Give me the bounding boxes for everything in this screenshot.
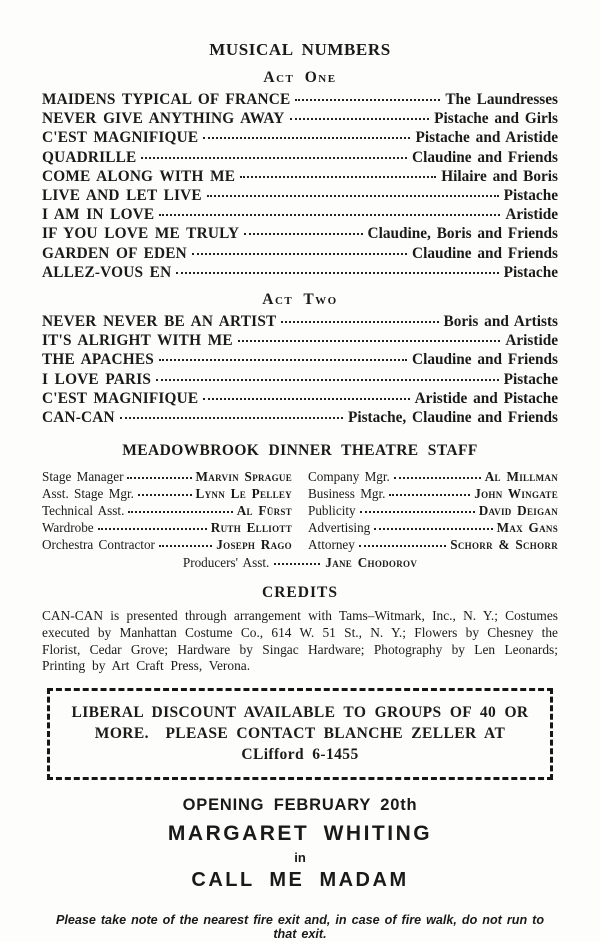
conjunction-in: in [294,850,306,866]
song-row [42,408,558,427]
staff-centered-row [42,554,558,571]
staff-row [308,485,558,502]
song-performers: Claudine, Boris and Friends [367,225,558,243]
dotted-leader [240,176,436,178]
song-performers: Pistache [503,187,558,205]
dotted-leader [360,511,475,513]
staff-role: Advertising [308,520,371,536]
act-one-song-list [42,90,558,282]
song-performers: Aristide [505,332,558,350]
staff-role: Stage Manager [42,469,124,485]
song-row [42,331,558,350]
act-two-section [42,291,558,427]
song-title: C'EST MAGNIFIQUE [42,129,199,147]
staff-row [42,536,292,553]
song-row [42,350,558,369]
song-title: NEVER GIVE ANYTHING AWAY [42,110,285,128]
dotted-leader [156,379,498,381]
song-title: COME ALONG WITH ME [42,167,236,185]
staff-name: John Wingate [474,486,558,502]
act-one-heading: Act One [263,69,337,86]
staff-name: Jane Chodorov [325,555,418,571]
staff-right-column [308,468,558,553]
song-title: ALLEZ-VOUS EN [42,263,172,281]
staff-name: Joseph Rago [216,537,292,553]
dotted-leader [176,272,498,274]
staff-name: Max Gans [496,520,558,536]
discount-phone: CLifford 6-1455 [241,746,359,764]
staff-heading: MEADOWBROOK DINNER THEATRE STAFF [122,442,478,460]
dotted-leader [203,137,410,139]
staff-name: Lynn Le Pelley [195,486,292,502]
song-title: IF YOU LOVE ME TRULY [42,225,240,243]
staff-role: Technical Asst. [42,503,125,519]
act-one-section [42,69,558,282]
credits-heading: CREDITS [262,584,338,602]
song-row [42,205,558,224]
dotted-leader [203,398,409,400]
dotted-leader [141,157,407,159]
dotted-leader [238,340,501,342]
dotted-leader [192,253,407,255]
staff-role: Business Mgr. [308,486,386,502]
opening-date: OPENING FEBRUARY 20th [182,796,418,815]
act-two-heading: Act Two [262,291,338,309]
song-row [42,263,558,282]
staff-row [308,536,558,553]
dotted-leader [128,511,232,513]
dotted-leader [159,545,212,547]
dotted-leader [290,118,430,120]
song-row [42,389,558,408]
dotted-leader [244,233,362,235]
musical-numbers-title: MUSICAL NUMBERS [209,40,391,59]
staff-name: Schorr & Schorr [450,537,558,553]
song-performers: Pistache, Claudine and Friends [348,409,558,427]
song-title: I LOVE PARIS [42,370,152,388]
song-title: THE APACHES [42,351,154,369]
staff-row [308,468,558,485]
song-performers: Pistache and Girls [434,110,558,128]
song-performers: Pistache and Aristide [415,129,558,147]
performer-name: MARGARET WHITING [167,822,433,846]
song-performers: Claudine and Friends [412,351,558,369]
song-row [42,109,558,128]
staff-row [42,502,292,519]
staff-row [308,519,558,536]
song-performers: Pistache [503,263,558,281]
staff-section [42,442,558,571]
song-row [42,312,558,331]
act-two-song-list [42,312,558,427]
song-performers: Claudine and Friends [412,148,558,166]
song-performers: The Laundresses [445,91,558,108]
song-title: I AM IN LOVE [42,206,155,224]
discount-line-1: LIBERAL DISCOUNT AVAILABLE TO GROUPS OF 40 OR [71,704,529,722]
staff-role: Wardrobe [42,520,94,536]
staff-role: Publicity [308,503,356,519]
song-performers: Aristide and Pistache [414,389,558,407]
staff-name: Marvin Sprague [195,469,292,485]
group-discount-notice-box [47,688,553,780]
staff-row [308,502,558,519]
staff-name: Al Millman [484,469,558,485]
credits-section [42,584,558,675]
dotted-leader [389,494,470,496]
show-title: CALL ME MADAM [191,869,409,892]
dotted-leader [295,99,440,101]
song-performers: Boris and Artists [443,313,558,331]
song-row [42,167,558,186]
staff-row [42,468,292,485]
song-performers: Hilaire and Boris [441,167,558,185]
song-performers: Claudine and Friends [412,244,558,262]
staff-role: Company Mgr. [308,469,390,485]
dotted-leader [359,545,446,547]
song-row [42,128,558,147]
staff-name: David Deigan [478,503,558,519]
song-performers: Aristide [505,206,558,224]
song-title: C'EST MAGNIFIQUE [42,389,199,407]
staff-role: Asst. Stage Mgr. [42,486,134,502]
credits-text: CAN-CAN is presented through arrangement with Tams–Witmark, Inc., N. Y.; Costumes executed by Manhattan Costume Co., 614 W. 51 St., N. Y.; Flowers by Chesney the Florist, Cedar Grove; Hardware by Singac Hardware; Photography by Len Leonards; Printing by Art Craft Press, Verona. [42,608,558,674]
song-title: CAN-CAN [42,409,115,427]
staff-left-column [42,468,292,553]
staff-columns [42,468,558,553]
song-performers: Pistache [503,370,558,388]
dotted-leader [281,321,438,323]
song-title: LIVE AND LET LIVE [42,187,202,205]
song-row [42,370,558,389]
song-row [42,244,558,263]
staff-row [42,485,292,502]
song-title: QUADRILLE [42,148,137,166]
upcoming-show-announcement [42,796,558,892]
staff-name: Ruth Elliott [210,520,292,536]
song-row [42,224,558,243]
staff-name: Al Fürst [236,503,292,519]
song-title: NEVER NEVER BE AN ARTIST [42,313,277,331]
dotted-leader [159,359,407,361]
discount-line-2: MORE. PLEASE CONTACT BLANCHE ZELLER AT [94,725,506,743]
dotted-leader [394,477,481,479]
fire-exit-notice: Please take note of the nearest fire exit and, in case of fire walk, do not run to that exit. [55,913,545,941]
staff-role: Producers' Asst. [182,555,270,571]
dotted-leader [207,195,499,197]
song-row [42,186,558,205]
dotted-leader [98,528,207,530]
dotted-leader [120,417,343,419]
dotted-leader [159,214,500,216]
song-row [42,90,558,109]
song-title: GARDEN OF EDEN [42,244,187,262]
dotted-leader [374,528,492,530]
staff-role: Attorney [308,537,355,553]
dotted-leader [127,477,191,479]
song-title: IT'S ALRIGHT WITH ME [42,332,233,350]
staff-role: Orchestra Contractor [42,537,155,553]
song-title: MAIDENS TYPICAL OF FRANCE [42,91,291,108]
song-row [42,148,558,167]
staff-row [42,519,292,536]
dotted-leader [274,563,320,565]
dotted-leader [138,494,192,496]
